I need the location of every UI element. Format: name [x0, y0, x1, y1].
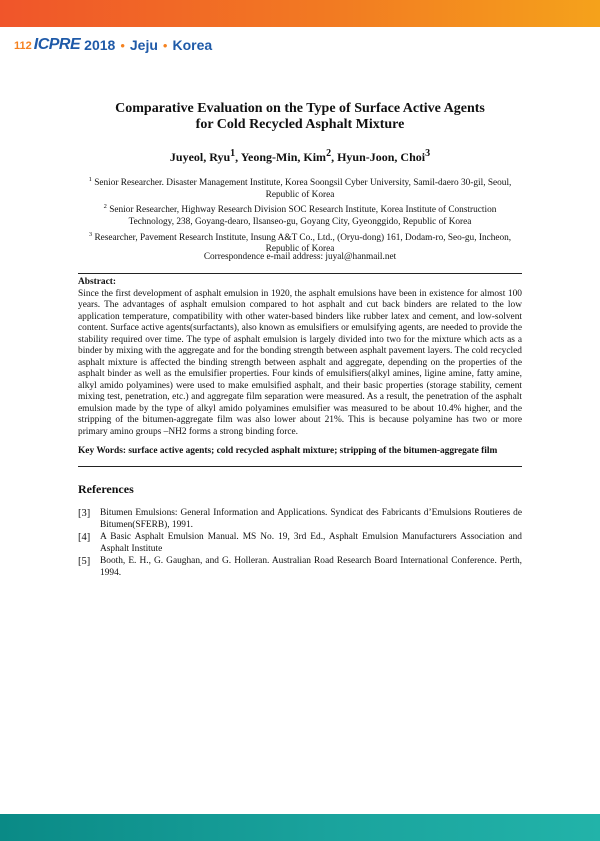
abstract: [78, 277, 522, 438]
abstract-heading: Abstract:: [78, 277, 117, 287]
author-sep: ,: [331, 150, 338, 164]
author-name: Hyun-Joon, Choi: [337, 150, 426, 164]
divider-top: [78, 273, 522, 274]
affiliation: [80, 174, 520, 201]
affiliation-text: Researcher, Pavement Research Institute, Insung A&T Co., Ltd., (Oryu-dong) 161, Dodam-ro, Seo-gu, Incheon, Republic of Korea: [94, 232, 512, 255]
logo-separator-2: •: [162, 37, 168, 53]
logo-country: Korea: [172, 37, 213, 53]
conference-logo: [14, 34, 212, 56]
logo-mark: ICPRE: [33, 36, 81, 53]
reference-number: [4]: [78, 532, 91, 543]
reference-number: [3]: [78, 508, 91, 519]
footer-color-bar: [0, 814, 600, 841]
reference-item: [78, 508, 522, 531]
title-line-1: Comparative Evaluation on the Type of Surface Active Agents: [115, 101, 485, 116]
divider-bottom: [78, 466, 522, 467]
page-number: 112: [14, 40, 32, 52]
author-sup: 1: [230, 148, 236, 159]
correspondence-email: Correspondence e-mail address: juyal@hanmail.net: [203, 252, 397, 262]
reference-item: [78, 532, 522, 555]
affiliation-text: Senior Researcher, Highway Research Division SOC Research Institute, Korea Institute of Construction Technology, 238, Goyang-dearo, Ilsanseo-gu, Goyang City, Gyeonggido, Republic of Korea: [109, 205, 497, 227]
reference-text: A Basic Asphalt Emulsion Manual. MS No. 19, 3rd Ed., Asphalt Emulsion Manufacturers Association and Asphalt Institute: [100, 532, 522, 554]
reference-item: [78, 556, 522, 579]
paper-title: [60, 101, 540, 133]
reference-text: Bitumen Emulsions: General Information and Applications. Syndicat des Fabricants d’Emulsions Routieres de Bitumen(SFERB), 1991.: [100, 508, 522, 530]
logo-city: Jeju: [129, 37, 158, 53]
abstract-text: Since the first development of asphalt emulsion in 1920, the asphalt emulsions have been in existence for almost 100 years. The advantages of asphalt emulsion compared to hot asphalt and cut back binders are related to the low application temperature, compatibility with other water-based binders like rubber latex and cement, and low-solvent content. Surface active agents(surfactants), also known as emulsifiers or emulsifying agents, are needed to provide the stability required over time. The type of asphalt emulsion is largely divided into two for the mixture which acts as a binder by mixing with the aggregate and for the bonding strength between asphalt pavement layers. The cold recycled asphalt mixture is affected the binding strength between asphalt and aggregate, depending on the properties of the asphalt binder as well as the emulsifier properties. Four kinds of emulsifiers(alkyl amines, ligine amine, fatty amine, alkyl amido polyamines) were used to make emulsified asphalt, and their basic properties (storage stability, cement mixing test, penetration, etc.) and aggregate film separation were measured. As a result, the penetration of the asphalt emulsion made by the type of alkyl amido polyamines emulsifier was measured to be about 10.4% higher, and the stripping of the bitumen-aggregate film was also lower about 21%. This is because polyamine has two or more primary amino groups –NH2 forms a strong binding force.: [78, 288, 522, 437]
reference-number: [5]: [78, 556, 91, 567]
keywords: Key Words: surface active agents; cold recycled asphalt mixture; stripping of the bitumen-aggregate film: [78, 446, 498, 456]
reference-text: Booth, E. H., G. Gaughan, and G. Holleran. Australian Road Research Board International Conference. Perth, 1994.: [100, 556, 522, 578]
author-sep: ,: [235, 150, 241, 164]
affiliation: [80, 201, 520, 228]
author-sup: 3: [425, 148, 431, 159]
author-sup: 2: [326, 148, 332, 159]
affiliation-sup: 3: [88, 230, 93, 238]
affiliation-text: Senior Researcher. Disaster Management Institute, Korea Soongsil Cyber University, Samil-daero 30-gil, Seoul, Republic of Korea: [94, 178, 512, 200]
references-heading: References: [78, 482, 134, 496]
author-name: Juyeol, Ryu: [169, 150, 231, 164]
affiliations: [80, 174, 520, 256]
title-line-2: for Cold Recycled Asphalt Mixture: [195, 117, 405, 132]
reference-list: [78, 508, 522, 580]
author-list: [60, 148, 540, 165]
logo-year: 2018: [84, 37, 116, 53]
header-color-bar: [0, 0, 600, 27]
author-name: Yeong-Min, Kim: [240, 150, 327, 164]
affiliation-sup: 1: [88, 176, 92, 183]
affiliation-sup: 2: [103, 203, 107, 211]
logo-separator-1: •: [120, 37, 125, 53]
